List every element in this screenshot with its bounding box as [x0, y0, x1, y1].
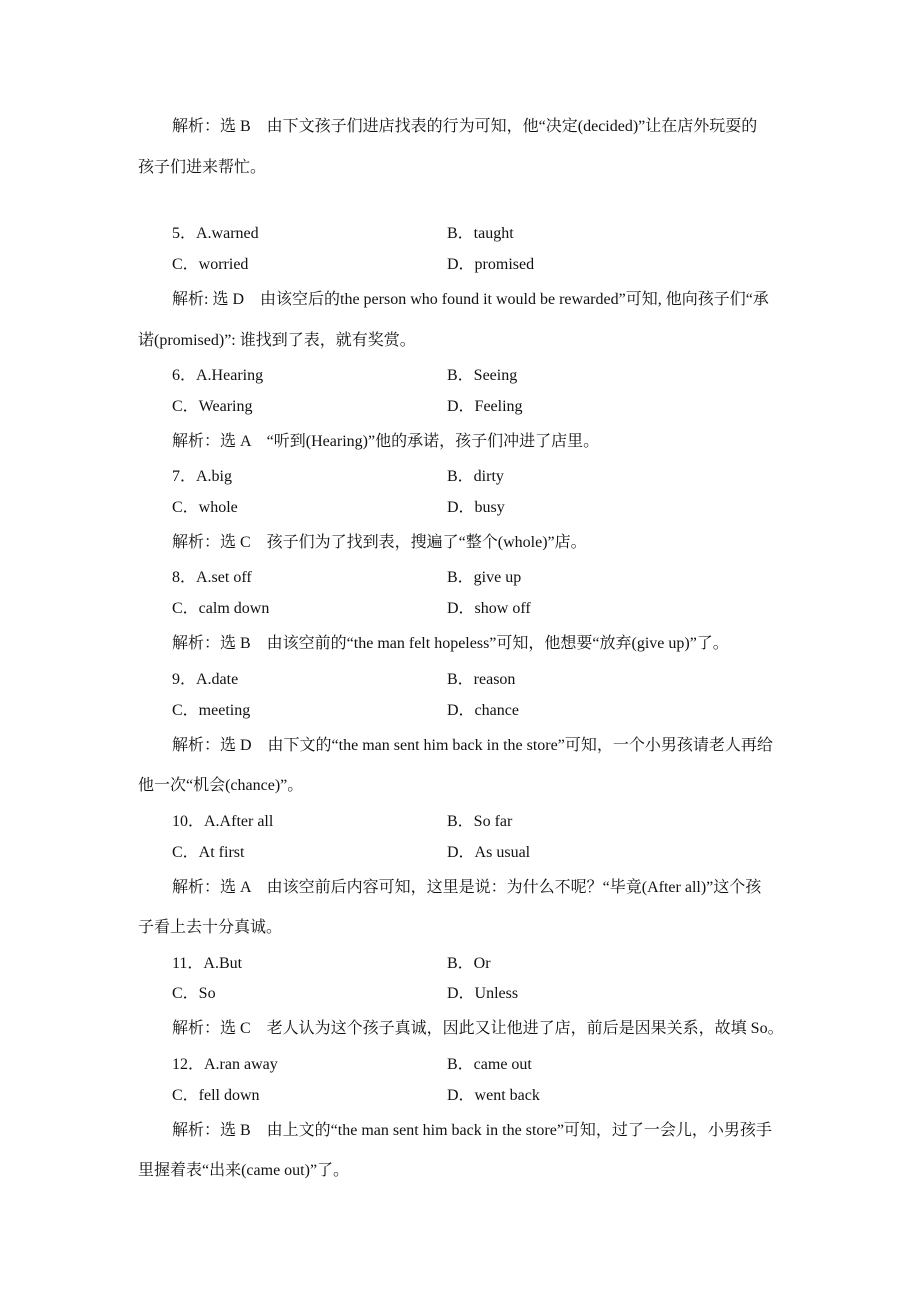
analysis-line: 解析：选 C 老人认为这个孩子真诚，因此又让他进了店，前后是因果关系，故填 So。	[172, 1020, 784, 1037]
option-b: B．give up	[447, 569, 522, 586]
option-d: D．Unless	[447, 985, 519, 1002]
option-a: 10．A.After all	[172, 813, 274, 830]
option-a: 8．A.set off	[172, 569, 252, 586]
option-c: C．At first	[172, 844, 245, 861]
option-c: C．calm down	[172, 600, 270, 617]
option-a: 12．A.ran away	[172, 1056, 278, 1073]
option-c: C．whole	[172, 499, 238, 516]
option-d: D．As usual	[447, 844, 531, 861]
option-c: C．So	[172, 985, 216, 1002]
analysis-line: 里握着表“出来(came out)”了。	[138, 1162, 350, 1179]
option-a: 7．A.big	[172, 468, 233, 485]
analysis-line: 解析: 选 D 由该空后的the person who found it would be rewarded”可知, 他向孩子们“承	[172, 291, 769, 308]
option-a: 9．A.date	[172, 671, 239, 688]
analysis-line: 他一次“机会(chance)”。	[138, 777, 304, 794]
option-b: B．reason	[447, 671, 516, 688]
option-a: 5．A.warned	[172, 225, 259, 242]
analysis-line: 孩子们进来帮忙。	[138, 159, 267, 176]
analysis-line: 解析：选 B 由该空前的“the man felt hopeless”可知，他想要“放弃(give up)”了。	[172, 635, 729, 652]
analysis-line: 解析：选 B 由上文的“the man sent him back in the store”可知，过了一会儿，小男孩手	[172, 1122, 772, 1139]
analysis-line: 解析：选 B 由下文孩子们进店找表的行为可知，他“决定(decided)”让在店外玩耍的	[172, 118, 758, 135]
option-a: 6．A.Hearing	[172, 367, 264, 384]
option-b: B．dirty	[447, 468, 504, 485]
option-c: C．fell down	[172, 1087, 260, 1104]
analysis-line: 诺(promised)”: 谁找到了表，就有奖赏。	[138, 332, 416, 349]
analysis-line: 解析：选 A 由该空前后内容可知，这里是说：为什么不呢？“毕竟(After all)”这个孩	[172, 879, 762, 896]
option-d: D．Feeling	[447, 398, 523, 415]
analysis-line: 子看上去十分真诚。	[138, 919, 283, 936]
analysis-line: 解析：选 D 由下文的“the man sent him back in the store”可知，一个小男孩请老人再给	[172, 737, 773, 754]
option-b: B．Seeing	[447, 367, 518, 384]
option-c: C．worried	[172, 256, 249, 273]
option-a: 11．A.But	[172, 955, 243, 972]
option-b: B．So far	[447, 813, 513, 830]
option-b: B．Or	[447, 955, 491, 972]
option-d: D．show off	[447, 600, 531, 617]
option-d: D．chance	[447, 702, 519, 719]
option-d: D．promised	[447, 256, 535, 273]
option-b: B．taught	[447, 225, 514, 242]
option-d: D．busy	[447, 499, 505, 516]
option-d: D．went back	[447, 1087, 540, 1104]
option-b: B．came out	[447, 1056, 532, 1073]
analysis-line: 解析：选 A “听到(Hearing)”他的承诺，孩子们冲进了店里。	[172, 433, 600, 450]
option-c: C．Wearing	[172, 398, 253, 415]
analysis-line: 解析：选 C 孩子们为了找到表，搜遍了“整个(whole)”店。	[172, 534, 587, 551]
option-c: C．meeting	[172, 702, 251, 719]
